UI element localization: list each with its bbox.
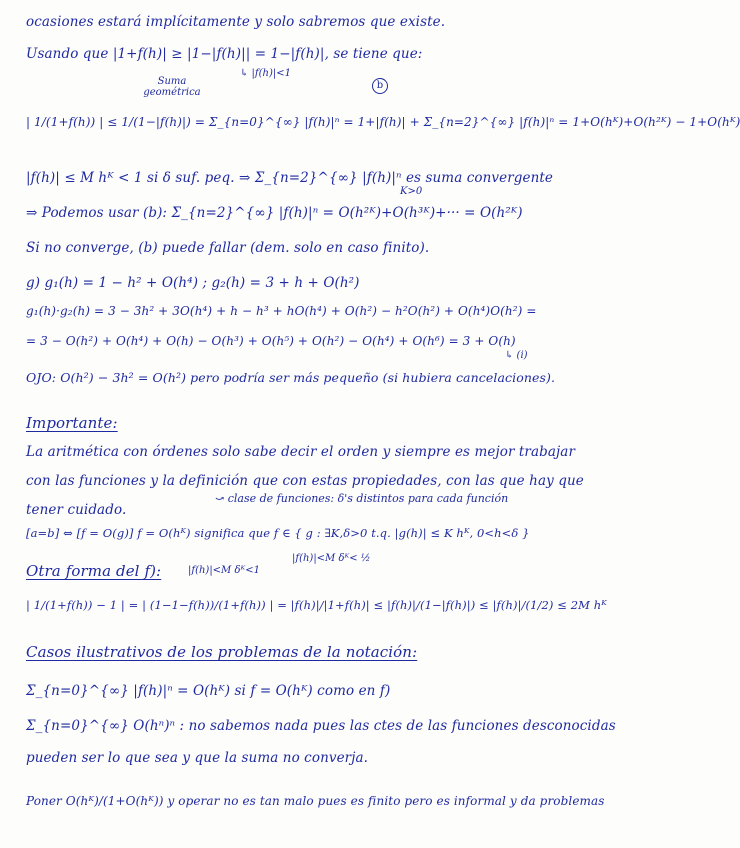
heading-importante: Importante: <box>26 414 118 432</box>
text-line-2: Usando que |1+f(h)| ≥ |1−|f(h)|| = 1−|f(h)|, se tiene que: <box>26 46 423 62</box>
text-line-11: La aritmética con órdenes solo sabe decir el orden y siempre es mejor trabajar <box>26 444 576 460</box>
text-line-19: Poner O(hᴷ)/(1+O(hᴷ)) y operar no es tan malo pues es finito pero es informal y da problemas <box>26 794 605 808</box>
note-f-less-1: ↳ |f(h)|<1 <box>240 68 291 79</box>
math-line-9: = 3 − O(h²) + O(h⁴) + O(h) − O(h³) + O(h⁵) + O(h²) − O(h⁴) + O(h⁶) = 3 + O(h) <box>26 334 516 348</box>
math-line-3: | 1/(1+f(h)) | ≤ 1/(1−|f(h)|) = Σ_{n=0}^{∞} |f(h)|ⁿ = 1+|f(h)| + Σ_{n=2}^{∞} |f(h)|ⁿ = 1+O(hᴷ)+O(h²ᴷ) − 1+O(hᴷ) <box>26 115 740 129</box>
text-line-10: OJO: O(h²) − 3h² = O(h²) pero podría ser más pequeño (si hubiera cancelaciones). <box>26 370 556 385</box>
text-line-18: pueden ser lo que sea y que la suma no converja. <box>26 750 369 766</box>
note-i-marker: ↳ (i) <box>505 350 528 361</box>
note-k-positive: K>0 <box>400 186 423 197</box>
note-bound-1: |f(h)|<M δᴷ<1 <box>188 565 260 576</box>
note-clase-funciones: ⤻ clase de funciones: δ's distintos para cada función <box>215 492 509 505</box>
text-line-1: ocasiones estará implícitamente y solo sabremos que existe. <box>26 14 446 30</box>
math-line-14: [a=b] ⇔ [f = O(g)] f = O(hᴷ) significa que f ∈ { g : ∃K,δ>0 t.q. |g(h)| ≤ K hᴷ, 0<h<δ } <box>26 526 530 540</box>
heading-casos-ilustrativos: Casos ilustrativos de los problemas de la notación: <box>26 643 418 661</box>
note-suma-geometrica: Suma geométrica <box>143 76 201 98</box>
text-line-6: Si no converge, (b) puede fallar (dem. solo en caso finito). <box>26 240 430 256</box>
math-line-8: g₁(h)·g₂(h) = 3 − 3h² + 3O(h⁴) + h − h³ + hO(h⁴) + O(h²) − h²O(h²) + O(h⁴)O(h²) = <box>26 304 537 318</box>
math-line-5: ⇒ Podemos usar (b): Σ_{n=2}^{∞} |f(h)|ⁿ = O(h²ᴷ)+O(h³ᴷ)+··· = O(h²ᴷ) <box>26 205 523 221</box>
text-line-12: con las funciones y la definición que con estas propiedades, con las que hay que <box>26 473 584 489</box>
math-line-4: |f(h)| ≤ M hᴷ < 1 si δ suf. peq. ⇒ Σ_{n=2}^{∞} |f(h)|ⁿ es suma convergente <box>26 170 554 186</box>
math-line-16: Σ_{n=0}^{∞} |f(h)|ⁿ = O(hᴷ) si f = O(hᴷ) como en f) <box>26 683 391 699</box>
math-line-17: Σ_{n=0}^{∞} O(hⁿ)ⁿ : no sabemos nada pues las ctes de las funciones desconocidas <box>26 718 616 734</box>
note-b-marker: b <box>372 78 388 94</box>
math-line-7: g) g₁(h) = 1 − h² + O(h⁴) ; g₂(h) = 3 + h + O(h²) <box>26 275 360 291</box>
text-line-13: tener cuidado. <box>26 502 127 518</box>
heading-otra-forma: Otra forma del f): <box>26 562 162 580</box>
note-bound-2: |f(h)|<M δᴷ< ½ <box>292 553 371 564</box>
math-line-15: | 1/(1+f(h)) − 1 | = | (1−1−f(h))/(1+f(h)) | = |f(h)|/|1+f(h)| ≤ |f(h)|/(1−|f(h)|) ≤ |f(h)|/(1/2) ≤ 2M hᴷ <box>26 598 607 612</box>
